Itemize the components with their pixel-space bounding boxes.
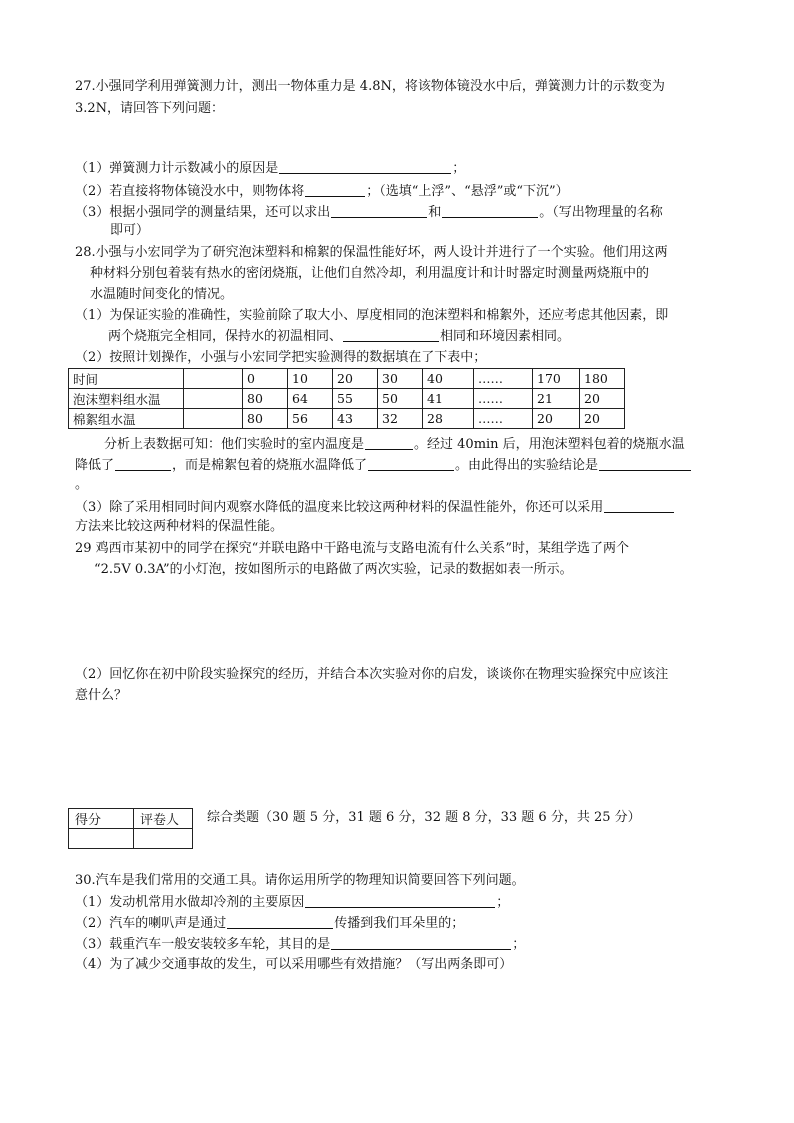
q27-part3: （3）根据小强同学的测量结果，还可以求出 和 。（写出物理量的名称 (75, 205, 663, 220)
table-cell: 80 (243, 389, 288, 409)
answer-blank[interactable] (279, 160, 451, 174)
table-cell (184, 369, 243, 389)
q30-part3: （3）载重汽车一般安装较多车轮，其目的是 ； (75, 937, 526, 952)
q27-part3-line2: 即可） (110, 223, 150, 238)
q30-part2: （2）汽车的喇叭声是通过 传播到我们耳朵里的； (75, 916, 465, 931)
table-cell: 30 (378, 369, 423, 389)
q28-part3-line2: 方法来比较这两种材料的保温性能。 (75, 519, 284, 534)
q27-part1: （1）弹簧测力计示数减小的原因是 ； (75, 161, 466, 176)
table-row (69, 409, 625, 429)
q29-part2-line2: 意什么？ (75, 688, 128, 703)
q30-stem: 30.汽车是我们常用的交通工具。请你运用所学的物理知识简要回答下列问题。 (75, 873, 525, 888)
section-title: 综合类题（30 题 5 分，31 题 6 分，32 题 8 分，33 题 6 分，共 25 分） (207, 810, 641, 825)
temperature-table (68, 368, 625, 429)
table-cell (184, 389, 243, 409)
answer-blank[interactable] (305, 183, 365, 197)
q28-analysis-line3: 。 (75, 477, 89, 492)
q30-part1: （1）发动机常用水做却冷剂的主要原因 ； (75, 895, 510, 910)
table-cell: 170 (533, 369, 580, 389)
table-cell: …… (474, 389, 533, 409)
answer-blank[interactable] (442, 204, 538, 218)
q27-stem-line1: 27.小强同学利用弹簧测力计，测出一物体重力是 4.8N，将该物体镜没水中后，弹簧测力计的示数变为 (75, 79, 665, 94)
table-row (69, 369, 625, 389)
row-label: 泡沫塑料组水温 (69, 389, 184, 409)
score-box (68, 808, 193, 849)
table-cell: 180 (580, 369, 625, 389)
score-label: 得分 (69, 809, 134, 829)
answer-blank[interactable] (599, 457, 691, 471)
q27-part2: （2）若直接将物体镜没水中，则物体将 ；（选填“上浮”、“悬浮”或“下沉”） (75, 184, 569, 199)
q28-part1-line2: 两个烧瓶完全相同，保持水的初温相同、 相同和环境因素相同。 (108, 329, 571, 344)
table-cell: 20 (580, 409, 625, 429)
table-row (69, 389, 625, 409)
row-label: 时间 (69, 369, 184, 389)
q30-part4: （4）为了减少交通事故的发生，可以采用哪些有效措施？（写出两条即可） (75, 957, 513, 972)
table-cell: 41 (423, 389, 474, 409)
answer-blank[interactable] (604, 499, 674, 513)
table-cell: 56 (288, 409, 333, 429)
answer-blank[interactable] (331, 936, 511, 950)
answer-blank[interactable] (331, 204, 427, 218)
table-cell: 40 (423, 369, 474, 389)
table-cell: 0 (243, 369, 288, 389)
answer-blank[interactable] (115, 457, 171, 471)
table-cell: 64 (288, 389, 333, 409)
answer-blank[interactable] (227, 915, 333, 929)
table-cell: 20 (580, 389, 625, 409)
q28-part2: （2）按照计划操作，小强与小宏同学把实验测得的数据填在了下表中； (75, 350, 487, 365)
q28-part3-line1: （3）除了采用相同时间内观察水降低的温度来比较这两种材料的保温性能外，你还可以采用 (75, 499, 675, 516)
q29-part2-line1: （2）回忆你在初中阶段实验探究的经历，并结合本次实验对你的启发，谈谈你在物理实验探究中应该注 (75, 667, 669, 682)
grader-label: 评卷人 (134, 809, 193, 829)
q28-analysis-line1: 分析上表数据可知：他们实验时的室内温度是 。经过 40min 后，用泡沫塑料包着的烧瓶水温 (104, 437, 685, 452)
table-cell: 80 (243, 409, 288, 429)
table-cell: 10 (288, 369, 333, 389)
table-cell: 55 (333, 389, 378, 409)
q29-stem-line1: 29 鸡西市某初中的同学在探究“并联电路中干路电流与支路电流有什么关系”时，某组学选了两个 (75, 541, 629, 556)
table-cell: 32 (378, 409, 423, 429)
q29-stem-line2: “2.5V 0.3A”的小灯泡，按如图所示的电路做了两次实验，记录的数据如表一所示。 (94, 562, 573, 577)
q28-stem-line3: 水温随时间变化的情况。 (90, 287, 234, 302)
q28-analysis-line2: 降低了 ，而是棉絮包着的烧瓶水温降低了 。由此得出的实验结论是 (75, 457, 692, 474)
answer-blank[interactable] (365, 436, 413, 450)
grader-field[interactable] (134, 829, 193, 849)
table-cell: 21 (533, 389, 580, 409)
q28-part1-line1: （1）为保证实验的准确性，实验前除了取大小、厚度相同的泡沫塑料和棉絮外，还应考虑其他因素，即 (75, 308, 669, 323)
answer-blank[interactable] (343, 328, 439, 342)
table-cell: 50 (378, 389, 423, 409)
q28-stem-line2: 种材料分别包着装有热水的密闭烧瓶，让他们自然冷却，利用温度计和计时器定时测量两烧瓶中的 (90, 266, 650, 281)
row-label: 棉絮组水温 (69, 409, 184, 429)
table-cell: …… (474, 409, 533, 429)
table-cell: 43 (333, 409, 378, 429)
answer-blank[interactable] (368, 457, 454, 471)
table-cell: 20 (333, 369, 378, 389)
table-cell (184, 409, 243, 429)
q27-stem-line2: 3.2N，请回答下列问题： (75, 101, 225, 116)
table-cell: …… (474, 369, 533, 389)
score-field[interactable] (69, 829, 134, 849)
table-cell: 28 (423, 409, 474, 429)
table-cell: 20 (533, 409, 580, 429)
q28-stem-line1: 28.小强与小宏同学为了研究泡沫塑料和棉絮的保温性能好坏，两人设计并进行了一个实验。他们用这两 (75, 245, 668, 260)
answer-blank[interactable] (305, 894, 495, 908)
